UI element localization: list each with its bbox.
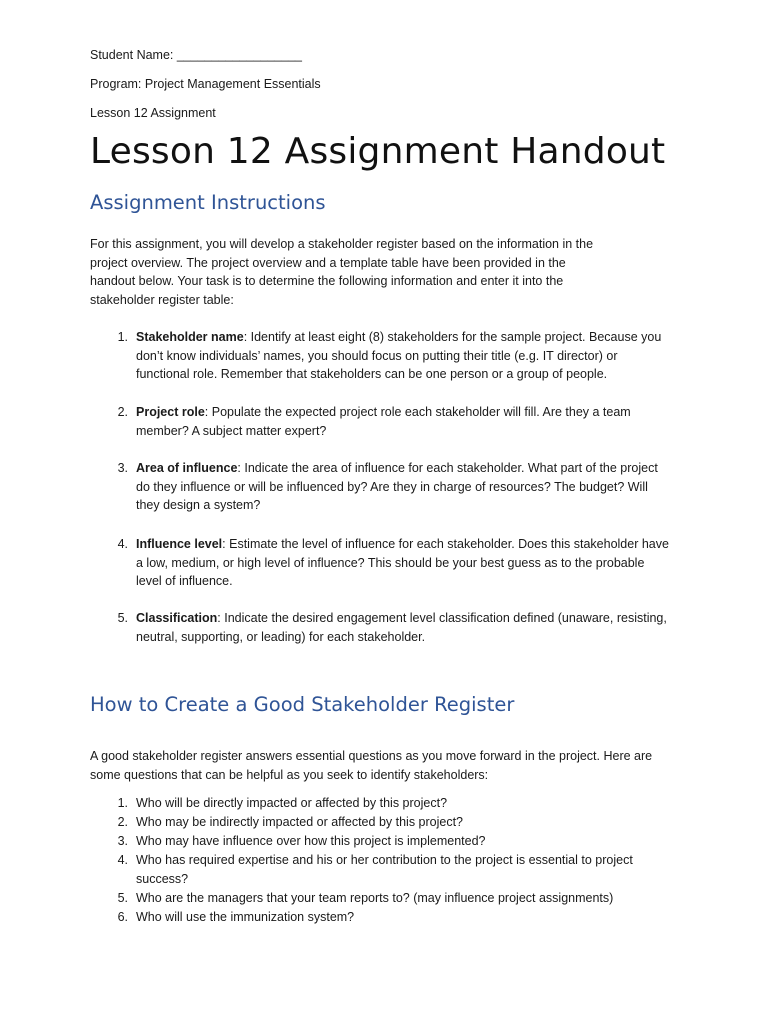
register-heading: How to Create a Good Stakeholder Register [90, 693, 515, 716]
intro-line: project overview. The project overview and a template table have been provided in the [90, 255, 566, 270]
intro-line: For this assignment, you will develop a stakeholder register based on the information in the [90, 237, 594, 251]
list-number: 5. [117, 891, 128, 905]
list-text: Stakeholder name: Identify at least eight (8) stakeholders for the sample project. Because you don’t know individuals’ names, you should focus on putting their title (e.g. IT director) or functional role. Remember that stakeholders can be one person or a group of people. [136, 330, 662, 382]
list-text: Project role: Populate the expected project role each stakeholder will fill. Are they a team member? A subject matter expert? [136, 405, 631, 438]
list-number: 4. [117, 853, 128, 867]
list-number: 1. [117, 330, 128, 344]
list-term: Influence level [136, 537, 223, 551]
list-number: 3. [117, 834, 128, 848]
list-number: 2. [117, 815, 128, 829]
list-text: Who will be directly impacted or affected by this project? [136, 796, 448, 810]
student-name-line: Student Name: __________________ [90, 48, 302, 62]
list-number: 1. [117, 796, 128, 810]
document-title: Lesson 12 Assignment Handout [90, 131, 666, 172]
list-term: Stakeholder name [136, 330, 244, 344]
intro-line: some questions that can be helpful as you seek to identify stakeholders: [90, 767, 489, 782]
list-number: 3. [117, 461, 128, 475]
program-line: Program: Project Management Essentials [90, 77, 321, 91]
register-intro [90, 747, 690, 784]
list-text: Who may have influence over how this project is implemented? [136, 834, 486, 848]
list-number: 2. [117, 405, 128, 419]
list-number: 6. [117, 910, 128, 924]
list-number: 5. [117, 611, 128, 625]
instructions-intro [90, 235, 670, 310]
list-text: Influence level: Estimate the level of influence for each stakeholder. Does this stakeholder have a low, medium, or high level of influence? This should be your best guess as to the probable level of influence. [136, 537, 669, 589]
list-text: Who has required expertise and his or her contribution to the project is essential to project success? [136, 853, 633, 886]
intro-line: A good stakeholder register answers essential questions as you move forward in the project. Here are [90, 749, 653, 763]
instructions-heading: Assignment Instructions [90, 191, 326, 214]
intro-line: stakeholder register table: [90, 293, 234, 308]
list-text: Classification: Indicate the desired engagement level classification defined (unaware, resisting, neutral, supporting, or leading) for each stakeholder. [136, 611, 667, 644]
list-text: Who may be indirectly impacted or affected by this project? [136, 815, 464, 829]
list-text: Area of influence: Indicate the area of influence for each stakeholder. What part of the project do they influence or will be influenced by? Are they in charge of resources? The budget? Will they design a system? [136, 461, 658, 513]
list-number: 4. [117, 537, 128, 551]
lesson-line: Lesson 12 Assignment [90, 106, 216, 120]
list-text: Who are the managers that your team reports to? (may influence project assignments) [136, 891, 614, 905]
list-term: Project role [136, 405, 205, 419]
list-term: Area of influence [136, 461, 238, 475]
list-term: Classification [136, 611, 218, 625]
intro-line: handout below. Your task is to determine the following information and enter it into the [90, 274, 564, 289]
list-text: Who will use the immunization system? [136, 910, 355, 924]
